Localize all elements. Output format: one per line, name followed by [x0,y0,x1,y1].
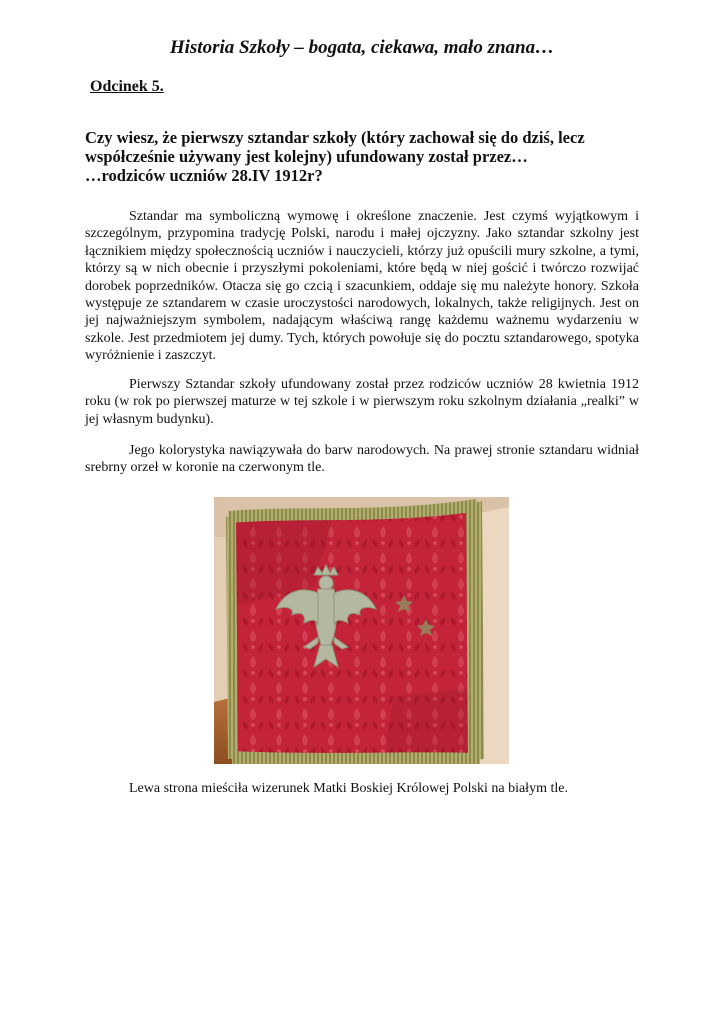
question-heading [85,128,639,185]
question-line-1: Czy wiesz, że pierwszy sztandar szkoły (który zachował się do dziś, lecz [85,128,585,147]
paragraph-first-banner: Pierwszy Sztandar szkoły ufundowany został przez rodziców uczniów 28 kwietnia 1912 roku (w rok po pierwszej maturze w tej szkole i w pierwszym roku szkolnym działania „realki” w jej własnym budynku). [85,377,639,427]
paragraph-banner-meaning: Sztandar ma symboliczną wymowę i określone znaczenie. Jest czymś wyjątkowym i szczególnym, przypomina tradycję Polski, narodu i małej ojczyzny. Jako sztandar szkolny jest łącznikiem między społecznością uczniów i nauczycieli, którzy już opuścili mury szkolne, a tymi, którzy są w nich obecnie i przyszłymi pokoleniami, które będą w niej gościć i twórczo rozwijać dorobek poprzedników. Otacza się go czcią i szacunkiem, oddaje się mu należyte honory. Szkoła występuje ze sztandarem w czasie uroczystości narodowych, lokalnych, także religijnych. Jest on jej najważniejszym symbolem, nadającym właściwą rangę każdemu ważnemu wydarzeniu w szkole. Jest przedmiotem jej dumy. Tych, których powołuje się do pocztu sztandarowego, spotyka wyróżnienie i zaszczyt. [85,209,639,364]
question-line-3: …rodziców uczniów 28.IV 1912r? [85,166,323,185]
document-title: Historia Szkoły – bogata, ciekawa, mało znana… [169,37,555,58]
photo-caption: Lewa strona mieściła wizerunek Matki Boskiej Królowej Polski na białym tle. [129,781,568,796]
paragraph-banner-colors: Jego kolorystyka nawiązywała do barw narodowych. Na prawej stronie sztandaru widniał srebrny orzeł w koronie na czerwonym tle. [85,443,639,476]
banner-cloth [232,505,476,757]
episode-label: Odcinek 5. [90,78,164,95]
banner-photo [214,497,509,764]
question-line-2: współcześnie używany jest kolejny) ufundowany został przez… [85,147,528,166]
